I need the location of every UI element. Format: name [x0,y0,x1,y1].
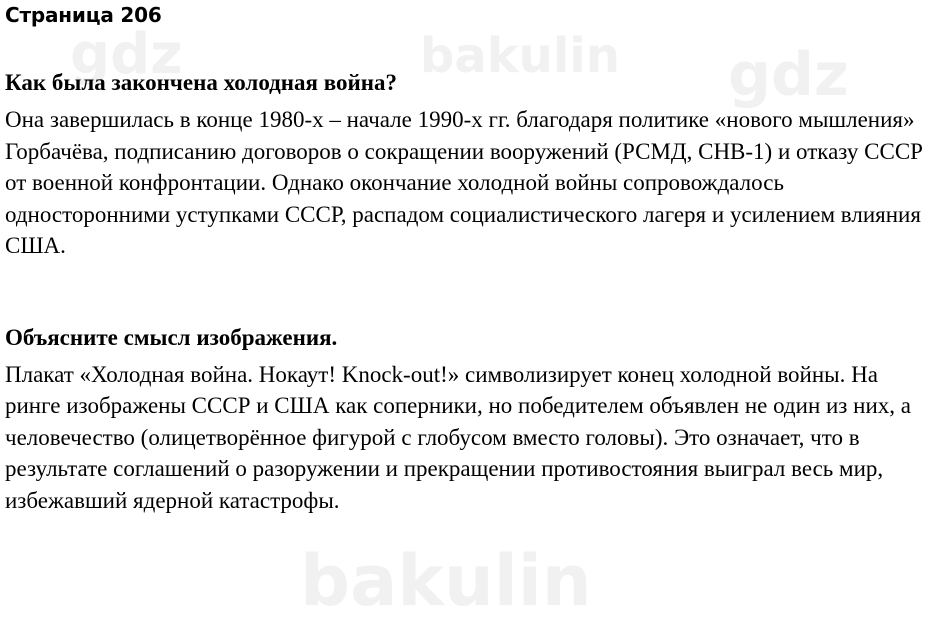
watermark-logo: bakulin [300,540,592,622]
qa-section-end-of-cold-war [5,68,936,262]
question-heading: Как была закончена холодная война? [5,70,398,95]
watermark-logo: gdz [728,40,849,110]
question-heading: Объясните смысл изображения. [5,324,338,350]
watermark-logo: bakulin [420,28,620,84]
answer-paragraph: Она завершилась в конце 1980-х – начале 1990-х гг. благодаря политике «нового мышления» Горбачёва, подписанию договоров о сокращении вооружений (РСМД, СНВ-1) и отказу СССР от военной конфронтации. Однако окончание холодной войны сопровождалось односторонними уступками СССР, распадом социалистического лагеря и усилением влияния США. [5,107,923,258]
qa-section-image-meaning [5,323,936,517]
page-title: Страница 206 [5,3,162,27]
answer-paragraph: Плакат «Холодная война. Нокаут! Knock-out!» символизирует конец холодной войны. На ринге изображены СССР и США как соперники, но победителем объявлен не один из них, а человечество (олицетворённое фигурой с глобусом вместо головы). Это означает, что в результате соглашений о разоружении и прекращении противостояния выиграл весь мир, избежавший ядерной катастрофы. [5,361,911,513]
watermark-logo: gdz [70,22,183,87]
